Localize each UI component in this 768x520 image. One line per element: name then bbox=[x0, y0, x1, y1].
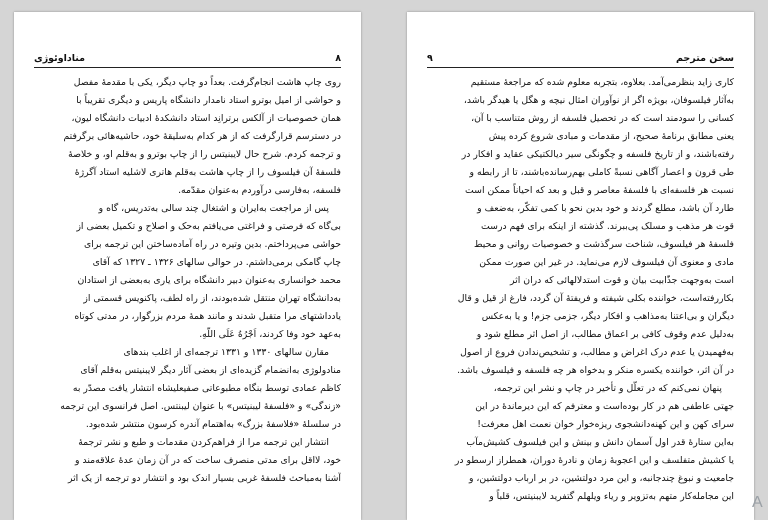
text-line: بی‌گاه که فرصتی و فراغتی می‌یافتم به‌حک و اصلاح و تکمیل بعضی از bbox=[76, 221, 341, 232]
text-line: جهتی عاطفی هم در کار بوده‌است و معترفم که این دیرماندهٔ در این bbox=[475, 401, 734, 412]
text-line: آشنا به‌مباحث فلسفهٔ غربی بسیار اندک بود و انتشار دو ترجمه از یک اثر bbox=[67, 473, 341, 484]
text-line: سرای کهن و این کهنه‌دانشجوی ریزه‌خوار خوان نعمت اهل معرفت! bbox=[477, 419, 734, 430]
page-body-text bbox=[34, 74, 341, 514]
page-number: ۹ bbox=[427, 53, 433, 64]
text-line: در دسترسم قرارگرفت که از هر کدام به‌سلیقهٔ خود، حاشیه‌هائی برگرفتم bbox=[63, 131, 341, 142]
text-line: دیگران و بی‌اعتنا به‌مذاهب و افکار دیگر، جزمی جزم‌! و یا به‌عکس bbox=[481, 311, 734, 322]
text-line: یادداشتهای مرا متقبل شدند و مانند همهٔ مردم بزرگوار، در مدتی کوتاه bbox=[74, 311, 341, 322]
text-line: خود، لااقل برای مدتی منصرف ساخت که در آن زمان عدهٔ علاقه‌مند و bbox=[75, 455, 341, 466]
text-line: «زندگی» و «فلسفهٔ لیبنیتس» با عنوان لیبنتس. اصل فرانسوی این ترجمه bbox=[60, 401, 341, 412]
text-line: فلسفهٔ آن فیلسوف را از چاپ هاشت به‌قلم هاتری لاشلیه استاد آگرژهٔ bbox=[74, 167, 341, 178]
text-line: به‌آثار فیلسوفان، بویژه اگر از نوآوران امثال نیچه و هگل یا هیدگر باشد، bbox=[463, 95, 734, 106]
text-line: حواشی می‌پرداختم. بدین وتیره در راه آماده‌ساختن این ترجمه برای bbox=[83, 239, 341, 250]
text-line: کاری زاید بنظرمی‌آمد. بعلاوه، بتجربه معلوم شده که مراجعهٔ مستقیم bbox=[470, 77, 734, 88]
text-line: قوت هر مذهب و مسلک پی‌ببرند. گذشته از اینکه برای فهم درست bbox=[481, 221, 734, 232]
text-line: به‌فهمیدن یا عدم درک اغراض و مطالب، و تشخیص‌ندادن فروع از اصول bbox=[460, 347, 734, 358]
text-line: طی قرون و اعصار آگاهی نسبةً کاملی بهم‌رسانده‌باشند، تا از رابطه و bbox=[469, 167, 734, 178]
left-book-page bbox=[14, 12, 361, 520]
text-line: و حواشی از امیل بوترو استاد نامدار دانشگاه پاریس و دیگری تقریباً با bbox=[76, 95, 341, 106]
text-line: بکاررفته‌است، خواننده بکلی شیفته و فریفتهٔ آن گردد، فارغ از قیل و قال bbox=[457, 293, 734, 304]
text-line: به‌دانشگاه تهران منتقل شده‌بودند، از راه لطف، پاکنویس قسمتی از bbox=[83, 293, 341, 304]
text-line: مقارن سالهای ۱۳۳۰ و ۱۳۳۱ ترجمه‌ای از اغلب بندهای bbox=[123, 347, 329, 358]
text-line: کاظم عمادی توسط بنگاه مطبوعاتی صفیعلیشاه انتشار یافت مصدّر به bbox=[72, 383, 341, 394]
text-line: چاپ گامکی برمی‌داشتم. در حوالی سالهای ۱۳۲۶ ـ ۱۳۲۷ که آقای bbox=[92, 257, 341, 268]
text-line: انتشار این ترجمه مرا از فراهم‌کردن مقدمات و طبع و نشر ترجمهٔ bbox=[78, 437, 329, 448]
text-line: در آن اثر، خواننده یکسره منکر و بدخواه هر چه فلسفه و فیلسوف باشد. bbox=[457, 365, 734, 376]
page-header bbox=[427, 48, 734, 64]
page-body-text bbox=[427, 74, 734, 514]
text-line: طارد آن باشد، مطلع گردند و خود بدین نحو با کمی تفکّر، به‌ضعف و bbox=[477, 203, 734, 214]
text-line: در سلسلهٔ «فلاسفهٔ بزرگ» به‌اهتمام آندره کرسون منتشر شده‌بود. bbox=[85, 419, 341, 430]
text-line: به‌عهد خود وفا کردند، اَجْرُهُ عَلَی اللّهِ. bbox=[199, 329, 341, 340]
text-line: به‌این ستارهٔ قدر اول آسمان دانش و بینش و این فیلسوف کشیش‌مآب bbox=[466, 437, 734, 448]
page-header-title: سخن مترجم bbox=[675, 53, 734, 64]
header-rule bbox=[34, 67, 341, 68]
right-book-page bbox=[407, 12, 754, 520]
text-line: نسبت هر فلسفه‌ای با فلسفهٔ معاصر و قبل و بعد که احیاناً ممکن است bbox=[465, 185, 734, 196]
text-line: یا کشیش متفلسف و این اعجوبهٔ زمان و نادرهٔ دوران، همطراز ارسطو در bbox=[454, 455, 734, 466]
text-line: کسانی را سودمند است که در تحصیل فلسفه از روش متناسب با آن، bbox=[471, 113, 734, 124]
text-line: پنهان نمی‌کنم که در تعلّل و تأخیر در چاپ و نشر این ترجمه، bbox=[493, 383, 722, 394]
header-rule bbox=[427, 67, 734, 68]
text-line: فلسفه، به‌فارسی درآوردم به‌عنوان مقدّمه. bbox=[178, 185, 341, 196]
watermark-letter: A bbox=[752, 494, 763, 511]
text-line: مادی و معنوی آن فیلسوف لازم می‌نماید. در غیر این صورت ممکن bbox=[479, 257, 734, 268]
text-line: رفته‌باشند، و از تاریخ فلسفه و چگونگی سیر دیالکتیکی عقاید و افکار در bbox=[461, 149, 734, 160]
text-line: همان خصوصیات از آلکس برترانِد استاد دانشکدهٔ ادبیات دانشگاه لیون، bbox=[71, 113, 341, 124]
text-line: جامعیت و نبوغ چندجانبه، و این مرد دولتشین، در بر ارباب دولتشین، و bbox=[468, 473, 734, 484]
page-number: ۸ bbox=[335, 53, 341, 64]
text-line: منادولوژی به‌انضمام گزیده‌ای از بعضی آثار دیگر لایبنیتس به‌قلم آقای bbox=[80, 365, 341, 376]
text-line: است به‌وجهت جذّابیت بیان و قوت استدلالهائی که دران اثر bbox=[510, 275, 734, 286]
page-header-title: مناداوئوژی bbox=[34, 53, 86, 64]
text-line: محمد خوانساری به‌عنوان دبیر دانشگاه برای یاری به‌بعضی از استادان bbox=[77, 275, 341, 286]
page-header bbox=[34, 48, 341, 64]
text-line: پس از مراجعت به‌ایران و اشتغال چند سالی به‌تدریس، گاه و bbox=[98, 203, 329, 214]
text-line: روی چاپ هاشت انجام‌گرفت. بعداً دو چاپ دیگر، یکی با مقدمهٔ مفصل bbox=[73, 77, 341, 88]
text-line: فلسفهٔ هر فیلسوف، شناخت سرگذشت و خصوصیات روانی و محیط bbox=[473, 239, 734, 250]
text-line: یعنی مطابق برنامهٔ صحیح، از مقدمات و مبادی شروع کرده پیش bbox=[488, 131, 734, 142]
text-line: و ترجمه کردم. شرح حال لایبنیتس را از چاپ بوترو و به‌قلم او، و خلاصهٔ bbox=[68, 149, 341, 160]
text-line: این مجامله‌کار متهم به‌تزویر و ریاء ویلهلم گتفرید لایبنیتس، قلباً و bbox=[489, 491, 734, 502]
text-line: به‌دلیل عدم وقوف کافی بر اعماق مطالب، از اصل اثر مطلع شود و bbox=[476, 329, 734, 340]
